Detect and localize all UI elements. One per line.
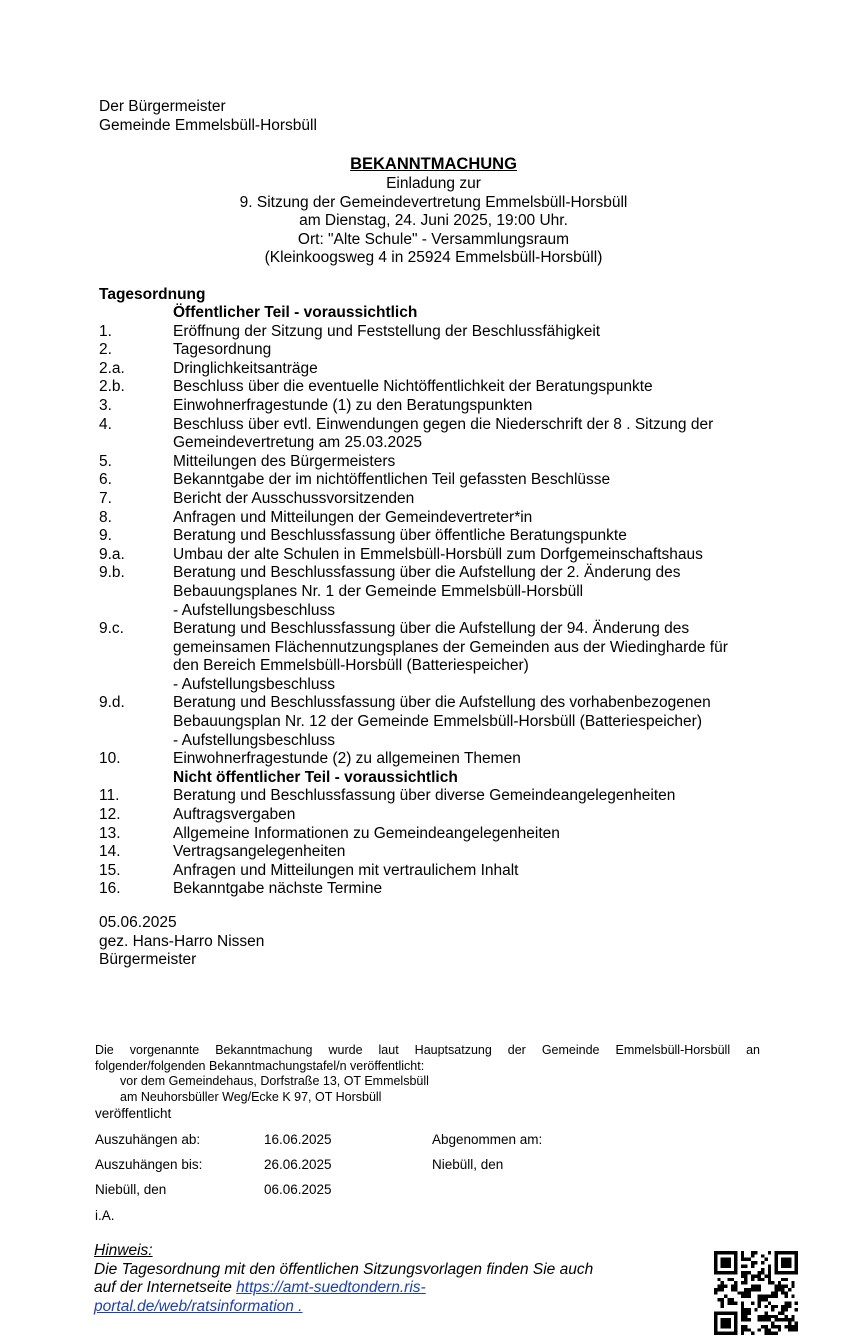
removed-label: Abgenommen am: bbox=[432, 1132, 543, 1147]
agenda-item-text: Einwohnerfragestunde (1) zu den Beratungspunkten bbox=[173, 396, 533, 414]
agenda-item bbox=[99, 304, 799, 323]
agenda-item bbox=[99, 546, 799, 565]
agenda-item bbox=[99, 323, 799, 342]
invitation-line: (Kleinkoogsweg 4 in 25924 Emmelsbüll-Horsbüll) bbox=[264, 249, 603, 267]
hint-line-2-prefix: auf der Internetseite bbox=[94, 1279, 237, 1297]
agenda-item-text: Anfragen und Mitteilungen der Gemeindevertreter*in bbox=[173, 508, 533, 526]
agenda-item-number: 7. bbox=[99, 489, 112, 507]
agenda-item-continuation bbox=[99, 713, 799, 732]
agenda-item-text: Beratung und Beschlussfassung über die Aufstellung der 94. Änderung des bbox=[173, 620, 690, 638]
agenda-item-number: 14. bbox=[99, 843, 121, 861]
agenda-item-text: Bekanntgabe nächste Termine bbox=[173, 880, 383, 898]
agenda-item bbox=[99, 787, 799, 806]
agenda-item-text: Bericht der Ausschussvorsitzenden bbox=[173, 489, 415, 507]
agenda-item-text: Einwohnerfragestunde (2) zu allgemeinen Themen bbox=[173, 750, 521, 768]
qr-code-icon[interactable] bbox=[714, 1251, 798, 1335]
agenda-item-text: Eröffnung der Sitzung und Feststellung der Beschlussfähigkeit bbox=[173, 322, 601, 340]
agenda-item bbox=[99, 471, 799, 490]
document-title: BEKANNTMACHUNG bbox=[350, 155, 517, 173]
agenda-item-number bbox=[99, 657, 173, 676]
agenda-item bbox=[99, 453, 799, 472]
agenda-item-continuation bbox=[99, 676, 799, 695]
agenda-item-number: 11. bbox=[99, 787, 120, 805]
agenda-item-number bbox=[99, 602, 173, 621]
agenda-item-text: Beratung und Beschlussfassung über diverse Gemeindeangelegenheiten bbox=[173, 787, 676, 805]
agenda-item-number: 2.b. bbox=[99, 378, 125, 396]
sender-block bbox=[99, 98, 317, 135]
agenda-item bbox=[99, 564, 799, 583]
agenda-item-number bbox=[99, 583, 173, 602]
agenda-item-number: 4. bbox=[99, 415, 112, 433]
agenda-item-number bbox=[99, 769, 173, 788]
agenda-item-text: Umbau der alte Schulen in Emmelsbüll-Horsbüll zum Dorfgemeinschaftshaus bbox=[173, 545, 703, 563]
hint-line-1: Die Tagesordnung mit den öffentlichen Sitzungsvorlagen finden Sie auch bbox=[94, 1260, 594, 1278]
agenda-item-number: 9. bbox=[99, 527, 112, 545]
invitation-line: Einladung zur bbox=[386, 175, 481, 192]
signature-date: 05.06.2025 bbox=[99, 914, 177, 931]
agenda-item-number: 16. bbox=[99, 880, 121, 898]
agenda-item-number: 10. bbox=[99, 750, 121, 768]
agenda-item-number: 3. bbox=[99, 396, 112, 414]
agenda-item-number bbox=[99, 713, 173, 732]
agenda-item-number bbox=[99, 304, 173, 323]
agenda-item bbox=[99, 527, 799, 546]
agenda-item-text: Bebauungsplanes Nr. 1 der Gemeinde Emmelsbüll-Horsbüll bbox=[173, 582, 584, 600]
notice-published: veröffentlicht bbox=[95, 1106, 172, 1121]
agenda-item bbox=[99, 341, 799, 360]
agenda-item bbox=[99, 397, 799, 416]
signature-block bbox=[99, 914, 264, 970]
agenda-item bbox=[99, 416, 799, 435]
agenda-list bbox=[99, 304, 799, 899]
agenda-item-text: Vertragsangelegenheiten bbox=[173, 843, 346, 861]
agenda-item-number: 12. bbox=[99, 806, 121, 824]
agenda-item bbox=[99, 490, 799, 509]
posting-place-value: 06.06.2025 bbox=[264, 1182, 332, 1197]
agenda-item-continuation bbox=[99, 639, 799, 658]
agenda-item-continuation bbox=[99, 602, 799, 621]
ratsinfo-link-part-2[interactable]: portal.de/web/ratsinformation . bbox=[94, 1298, 303, 1316]
agenda-item-text: den Bereich Emmelsbüll-Horsbüll (Batteriespeicher) bbox=[173, 657, 529, 675]
agenda-item-number: 13. bbox=[99, 824, 121, 842]
agenda-item bbox=[99, 509, 799, 528]
agenda-item-number bbox=[99, 639, 173, 658]
agenda-item bbox=[99, 843, 799, 862]
agenda-item-number: 2. bbox=[99, 341, 112, 359]
posting-place-label: Niebüll, den bbox=[95, 1182, 167, 1197]
agenda-item-continuation bbox=[99, 434, 799, 453]
hint-line-3 bbox=[94, 1298, 654, 1317]
hint-block bbox=[94, 1242, 654, 1317]
agenda-item-number: 1. bbox=[99, 322, 112, 340]
agenda-item-number bbox=[99, 434, 173, 453]
agenda-item bbox=[99, 769, 799, 788]
signature-role: Bürgermeister bbox=[99, 951, 197, 969]
agenda-item-text: Dringlichkeitsanträge bbox=[173, 359, 318, 377]
agenda-item-number bbox=[99, 676, 173, 695]
invitation-line: 9. Sitzung der Gemeindevertretung Emmelsbüll-Horsbüll bbox=[239, 193, 628, 211]
agenda-item bbox=[99, 694, 799, 713]
agenda-item bbox=[99, 880, 799, 899]
agenda-item-text: Beschluss über evtl. Einwendungen gegen die Niederschrift der 8 . Sitzung der bbox=[173, 415, 714, 433]
agenda-item-number: 9.b. bbox=[99, 564, 125, 582]
agenda-item-continuation bbox=[99, 583, 799, 602]
sender-municipality: Gemeinde Emmelsbüll-Horsbüll bbox=[99, 116, 317, 134]
posting-from-value: 16.06.2025 bbox=[264, 1132, 332, 1147]
invitation-line: am Dienstag, 24. Juni 2025, 19:00 Uhr. bbox=[299, 212, 568, 230]
agenda-item bbox=[99, 806, 799, 825]
posting-from-label: Auszuhängen ab: bbox=[95, 1132, 201, 1147]
agenda-item-text: Öffentlicher Teil - voraussichtlich bbox=[173, 304, 418, 321]
agenda-item-text: Tagesordnung bbox=[173, 341, 272, 359]
agenda-item-text: - Aufstellungsbeschluss bbox=[173, 731, 335, 749]
notice-text: Die vorgenannte Bekanntmachung wurde laut Hauptsatzung der Gemeinde Emmelsbüll-Horsbüll an folgender/folgenden Bekanntmachungstafel/n veröffentlicht: bbox=[95, 1043, 760, 1073]
agenda-item-number: 2.a. bbox=[99, 359, 125, 377]
agenda-item bbox=[99, 620, 799, 639]
agenda-item-text: Beratung und Beschlussfassung über die Aufstellung der 2. Änderung des bbox=[173, 564, 681, 582]
agenda-item bbox=[99, 825, 799, 844]
publication-notice bbox=[95, 1043, 760, 1105]
notice-place-1: vor dem Gemeindehaus, Dorfstraße 13, OT Emmelsbüll bbox=[120, 1074, 429, 1088]
agenda-item-number: 9.a. bbox=[99, 545, 125, 563]
agenda-item-number bbox=[99, 732, 173, 751]
agenda-item-continuation bbox=[99, 657, 799, 676]
agenda-item-text: Auftragsvergaben bbox=[173, 806, 296, 824]
notice-place-2: am Neuhorsbüller Weg/Ecke K 97, OT Horsbüll bbox=[120, 1089, 382, 1104]
ratsinfo-link-part-1[interactable]: https://amt-suedtondern.ris- bbox=[236, 1279, 426, 1297]
agenda-item-number: 15. bbox=[99, 861, 121, 879]
posting-to-value: 26.06.2025 bbox=[264, 1157, 332, 1172]
signature-name: gez. Hans-Harro Nissen bbox=[99, 932, 265, 950]
agenda-item-text: Mitteilungen des Bürgermeisters bbox=[173, 452, 396, 470]
agenda-item-text: Gemeindevertretung am 25.03.2025 bbox=[173, 434, 423, 452]
agenda-item-text: Allgemeine Informationen zu Gemeindeangelegenheiten bbox=[173, 824, 560, 842]
agenda-heading: Tagesordnung bbox=[99, 286, 206, 303]
sender-title: Der Bürgermeister bbox=[99, 98, 226, 115]
agenda-item-text: Beratung und Beschlussfassung über die Aufstellung des vorhabenbezogenen bbox=[173, 694, 711, 712]
agenda-item-text: - Aufstellungsbeschluss bbox=[173, 601, 335, 619]
agenda-item bbox=[99, 750, 799, 769]
agenda-item-number: 9.d. bbox=[99, 694, 125, 712]
agenda-item-number: 5. bbox=[99, 452, 112, 470]
agenda-item-continuation bbox=[99, 732, 799, 751]
invitation-line: Ort: "Alte Schule" - Versammlungsraum bbox=[297, 230, 570, 248]
agenda-item bbox=[99, 360, 799, 379]
invitation-block bbox=[0, 175, 867, 268]
agenda-item-number: 9.c. bbox=[99, 620, 124, 638]
hint-line-2 bbox=[94, 1279, 654, 1298]
agenda-item-text: - Aufstellungsbeschluss bbox=[173, 675, 335, 693]
agenda-item-number: 8. bbox=[99, 508, 112, 526]
agenda-item-number: 6. bbox=[99, 471, 112, 489]
agenda-item bbox=[99, 378, 799, 397]
removed-place: Niebüll, den bbox=[432, 1157, 504, 1172]
agenda-item-text: Nicht öffentlicher Teil - voraussichtlich bbox=[173, 768, 458, 786]
ia-label: i.A. bbox=[95, 1208, 115, 1223]
agenda-item-text: Bebauungsplan Nr. 12 der Gemeinde Emmelsbüll-Horsbüll (Batteriespeicher) bbox=[173, 713, 702, 731]
agenda-item-text: Beschluss über die eventuelle Nichtöffentlichkeit der Beratungspunkte bbox=[173, 378, 653, 396]
agenda-item-text: Bekanntgabe der im nichtöffentlichen Teil gefassten Beschlüsse bbox=[173, 471, 611, 489]
posting-to-label: Auszuhängen bis: bbox=[95, 1157, 203, 1172]
agenda-item-text: Beratung und Beschlussfassung über öffentliche Beratungspunkte bbox=[173, 527, 627, 545]
agenda-item bbox=[99, 862, 799, 881]
hint-label: Hinweis: bbox=[94, 1242, 153, 1259]
agenda-item-text: Anfragen und Mitteilungen mit vertraulichem Inhalt bbox=[173, 861, 519, 879]
agenda-item-text: gemeinsamen Flächennutzungsplanes der Gemeinden aus der Wiedingharde für bbox=[173, 638, 728, 656]
